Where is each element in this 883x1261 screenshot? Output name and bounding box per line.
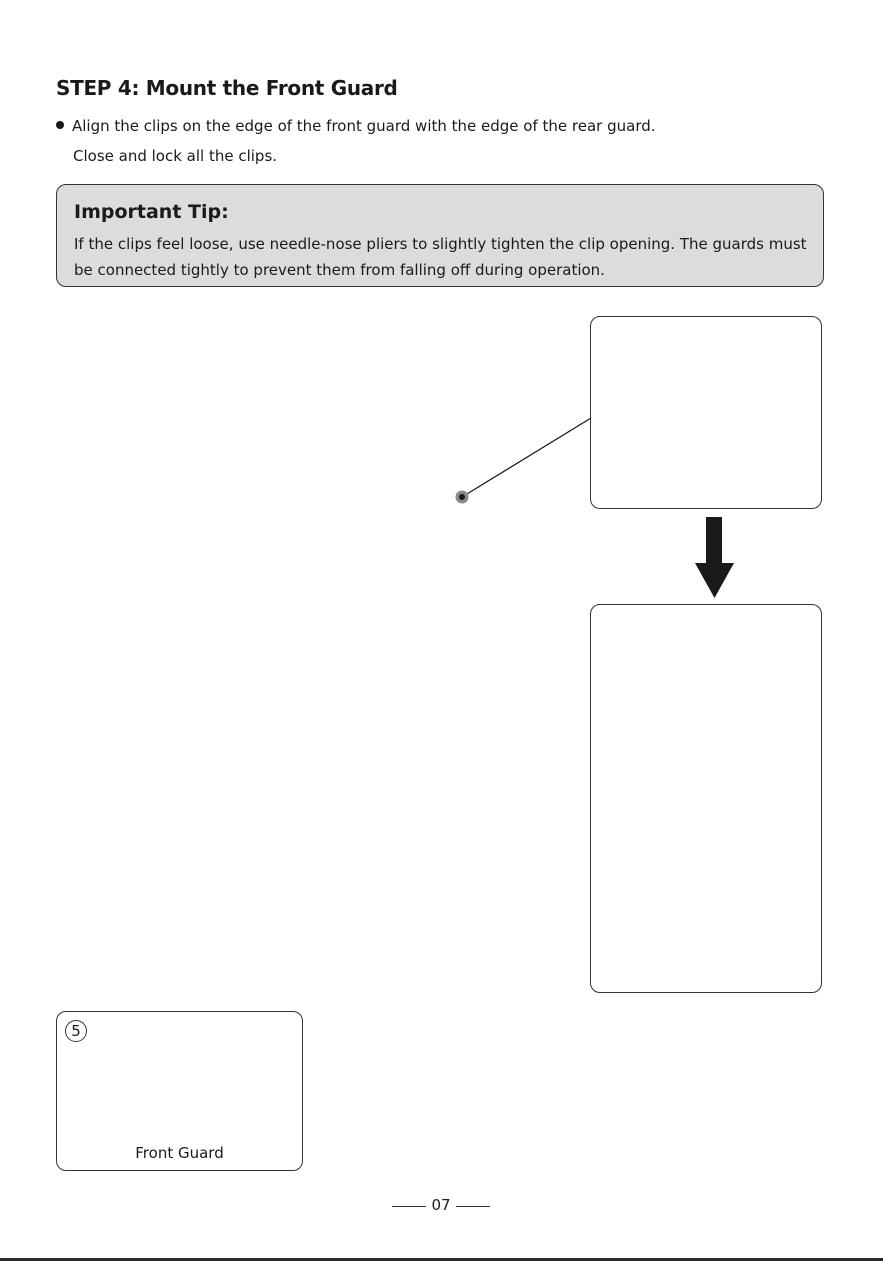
instruction-text: Align the clips on the edge of the front guard with the edge of the rear guard. [72, 117, 656, 135]
page-number [392, 1196, 490, 1216]
page-number-rule-right [456, 1206, 490, 1207]
step-title: STEP 4: Mount the Front Guard [56, 76, 398, 100]
page-number-rule-left [392, 1206, 426, 1207]
tip-text: If the clips feel loose, use needle-nose pliers to slightly tighten the clip opening. The guards must be connected tightly to prevent them from falling off during operation. [74, 235, 807, 279]
tip-title: Important Tip: [74, 201, 229, 223]
part-label: Front Guard [135, 1144, 224, 1162]
part-number-badge: 5 [65, 1020, 87, 1042]
callout-dot-center [459, 494, 465, 500]
arrow-down-icon [695, 517, 734, 598]
instruction-subtext: Close and lock all the clips. [73, 147, 278, 165]
page-number-text: 07 [431, 1196, 451, 1214]
part-card-front-guard [56, 1011, 303, 1171]
callout-leader-line [462, 418, 591, 497]
